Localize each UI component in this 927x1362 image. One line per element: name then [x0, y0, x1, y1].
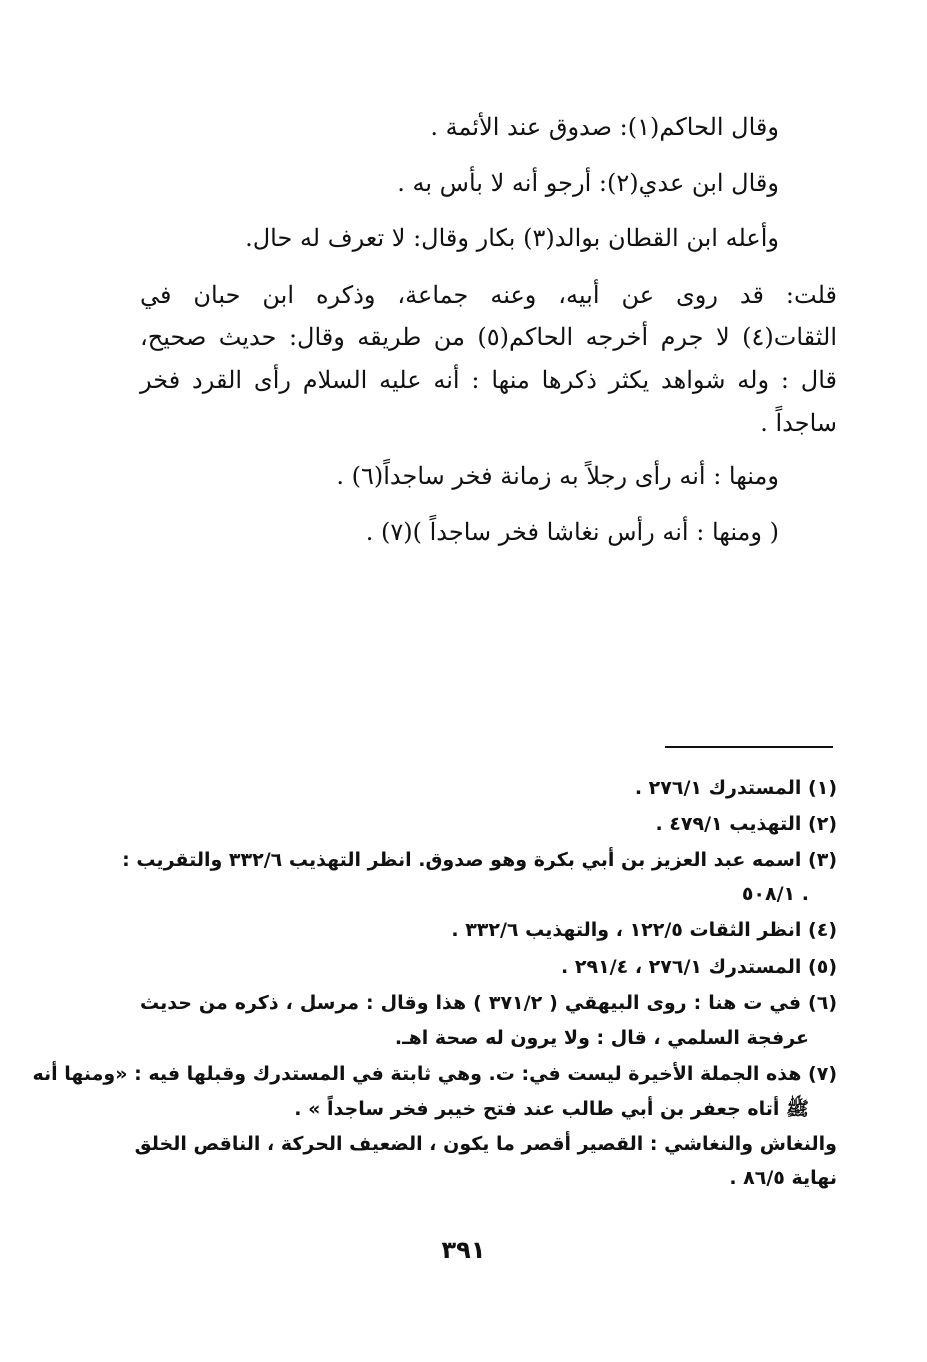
footnote-line-12: نهاية ٨٦/٥ .	[729, 1167, 837, 1189]
body-line-9: ( ومنها : أنه رأس نغاشا فخر ساجداً )(٧) .	[365, 518, 779, 546]
footnote-line-2: (٢) التهذيب ٤٧٩/١ .	[655, 813, 837, 835]
footnote-line-10: ﷺ أتاه جعفر بن أبي طالب عند فتح خيبر فخر ساجداً » .	[294, 1098, 809, 1120]
footnote-line-9: (٧) هذه الجملة الأخيرة ليست في: ت. وهي ثابتة في المستدرك وقبلها فيه : «ومنها أنه	[32, 1063, 837, 1085]
body-line-5: الثقات(٤) لا جرم أخرجه الحاكم(٥) من طريقه وقال: حديث صحيح،	[140, 323, 838, 351]
footnote-line-11: والنغاش والنغاشي : القصير أقصر ما يكون ، الضعيف الحركة ، الناقص الخلق	[134, 1133, 837, 1155]
footnote-line-4: ٥٠٨/١ .	[741, 883, 809, 905]
footnote-line-8: عرفجة السلمي ، قال : ولا يرون له صحة اهـ.	[394, 1027, 809, 1049]
footnote-line-6: (٥) المستدرك ٢٧٦/١ ، ٢٩١/٤ .	[561, 956, 837, 978]
footnote-line-3: (٣) اسمه عبد العزيز بن أبي بكرة وهو صدوق. انظر التهذيب ٣٣٢/٦ والتقريب :	[122, 849, 837, 871]
body-line-3: وأعله ابن القطان بوالد(٣) بكار وقال: لا تعرف له حال.	[245, 224, 779, 252]
body-line-8: ومنها : أنه رأى رجلاً به زمانة فخر ساجداً(٦) .	[336, 462, 779, 490]
footnote-separator	[665, 746, 833, 748]
body-line-6: قال : وله شواهد يكثر ذكرها منها : أنه عليه السلام رأى القرد فخر	[140, 366, 837, 394]
body-line-2: وقال ابن عدي(٢): أرجو أنه لا بأس به .	[397, 169, 779, 197]
page-number: ٣٩١	[441, 1236, 486, 1264]
body-line-1: وقال الحاكم(١): صدوق عند الأئمة .	[430, 113, 779, 141]
body-line-7: ساجداً .	[760, 409, 837, 437]
footnote-line-5: (٤) انظر الثقات ١٢٢/٥ ، والتهذيب ٣٣٢/٦ .	[451, 919, 837, 941]
body-line-4: قلت: قد روى عن أبيه، وعنه جماعة، وذكره ابن حبان في	[140, 281, 837, 309]
footnote-line-1: (١) المستدرك ٢٧٦/١ .	[634, 777, 837, 799]
footnote-line-7: (٦) في ت هنا : روى البيهقي ( ٣٧١/٢ ) هذا وقال : مرسل ، ذكره من حديث	[140, 992, 838, 1014]
